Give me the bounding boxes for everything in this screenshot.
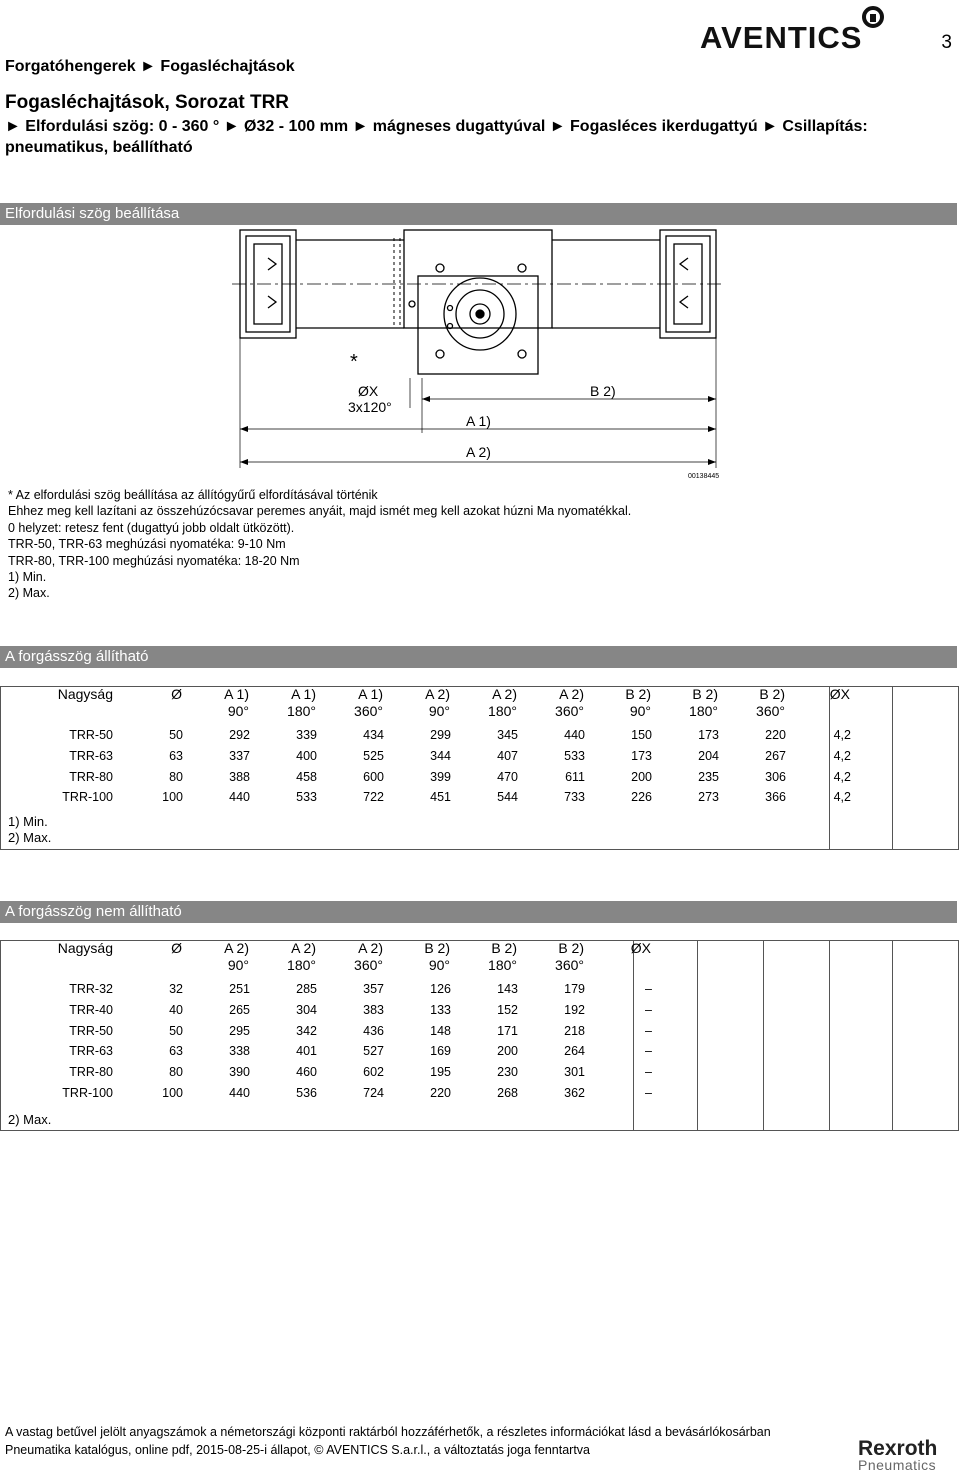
col-header: B 2) 360° — [555, 940, 584, 973]
table-row: TRR-63 63 337 400 525 344 407 533 173 204 267 4,2 — [69, 749, 851, 764]
footnote: 2) Max. — [8, 830, 52, 845]
page-title: Fogasléchajtások, Sorozat TRR — [5, 92, 290, 113]
star-marker: * — [350, 351, 358, 373]
col-header: A 2) 180° — [488, 686, 517, 719]
col-header: B 2) 90° — [625, 686, 651, 719]
note-line: 1) Min. — [8, 570, 47, 585]
col-header: A 1) 360° — [354, 686, 383, 719]
col-header: A 1) 180° — [287, 686, 316, 719]
col-header: B 2) 180° — [689, 686, 718, 719]
footer-note: A vastag betűvel jelölt anyagszámok a németországi központi raktárból hozzáférhetők, a részletes információkat lásd a bevásárlókosárban — [5, 1425, 771, 1439]
col-header: A 2) 180° — [287, 940, 316, 973]
col-header: Ø — [171, 940, 182, 956]
note-line: Ehhez meg kell lazítani az összehúzócsavar peremes anyáit, majd ismét meg kell azokat húzni Ma nyomatékkal. — [8, 504, 632, 519]
col-header: Ø — [171, 686, 182, 702]
aventics-logo — [700, 4, 886, 50]
dim-a1: A 1) — [466, 413, 491, 429]
footer-copyright: Pneumatika katalógus, online pdf, 2015-08-25-i állapot, © AVENTICS S.a.r.l., a változtatás joga fenntartva — [5, 1443, 591, 1457]
page-subtitle: ► Elfordulási szög: 0 - 360 ° ► Ø32 - 100 mm ► mágneses dugattyúval ► Fogasléces ikerdugattyú ► Csillapítás: pneumatikus, beállítható — [5, 118, 868, 156]
table-row: TRR-50 50 292 339 434 299 345 440 150 173 220 4,2 — [69, 728, 851, 743]
col-header: ØX — [630, 940, 651, 956]
footnote: 2) Max. — [8, 1112, 52, 1127]
ox-label: ØX — [358, 383, 379, 399]
dim-a2: A 2) — [466, 444, 491, 460]
col-header: B 2) 90° — [424, 940, 450, 973]
table-row: TRR-63 63 338 401 527 169 200 264 – — [69, 1044, 652, 1059]
col-header: A 2) 90° — [224, 940, 249, 973]
footnotes-adjustable — [8, 814, 51, 846]
notes — [8, 487, 631, 602]
table-row: TRR-100 100 440 536 724 220 268 362 – — [62, 1085, 652, 1100]
footnote: 1) Min. — [8, 814, 48, 829]
col-header: B 2) 180° — [488, 940, 517, 973]
drawing-code: 00138445 — [688, 473, 720, 480]
col-header: ØX — [829, 686, 850, 702]
col-header: A 2) 90° — [425, 686, 450, 719]
footnotes-fixed — [8, 1112, 51, 1128]
table-row: TRR-100 100 440 533 722 451 544 733 226 273 366 4,2 — [62, 790, 851, 805]
col-header: Nagyság — [57, 940, 113, 956]
col-header: A 2) 360° — [555, 686, 584, 719]
col-header: B 2) 360° — [756, 686, 785, 719]
breadcrumb: Forgatóhengerek ► Fogasléchajtások — [5, 58, 295, 75]
dim-b2: B 2) — [590, 383, 616, 399]
col-header: A 1) 90° — [224, 686, 249, 719]
col-header: Nagyság — [57, 686, 113, 702]
note-line: 0 helyzet: retesz fent (dugattyú jobb oldalt ütközött). — [8, 520, 295, 535]
section-header-angle-setting: Elfordulási szög beállítása — [0, 203, 957, 225]
technical-drawing — [232, 228, 724, 483]
table-row: TRR-50 50 295 342 436 148 171 218 – — [69, 1023, 652, 1038]
col-header: A 2) 360° — [354, 940, 383, 973]
footer — [5, 1423, 805, 1459]
section-header-adjustable: A forgásszög állítható — [0, 646, 957, 668]
note-line: 2) Max. — [8, 586, 50, 601]
rexroth-logo-sub: Pneumatics — [858, 1457, 937, 1473]
table-row: TRR-40 40 265 304 383 133 152 192 – — [69, 1003, 652, 1018]
page-number: 3 — [941, 32, 952, 53]
note-line: * Az elfordulási szög beállítása az állítógyűrű elfordításával történik — [8, 488, 378, 502]
section-header-fixed: A forgásszög nem állítható — [0, 901, 957, 923]
brand-wordmark: AVENTICS — [700, 20, 863, 50]
table-adjustable — [36, 683, 851, 808]
table-row: TRR-80 80 388 458 600 399 470 611 200 235 306 4,2 — [69, 769, 851, 784]
table-row: TRR-32 32 251 285 357 126 143 179 – — [69, 982, 652, 997]
note-line: TRR-80, TRR-100 meghúzási nyomatéka: 18-20 Nm — [8, 553, 300, 568]
rexroth-logo: Rexroth — [858, 1437, 938, 1460]
note-line: TRR-50, TRR-63 meghúzási nyomatéka: 9-10 Nm — [8, 537, 286, 552]
table-fixed — [36, 937, 652, 1103]
table-row: TRR-80 80 390 460 602 195 230 301 – — [69, 1065, 652, 1080]
ox-sub-label: 3x120° — [348, 399, 392, 415]
